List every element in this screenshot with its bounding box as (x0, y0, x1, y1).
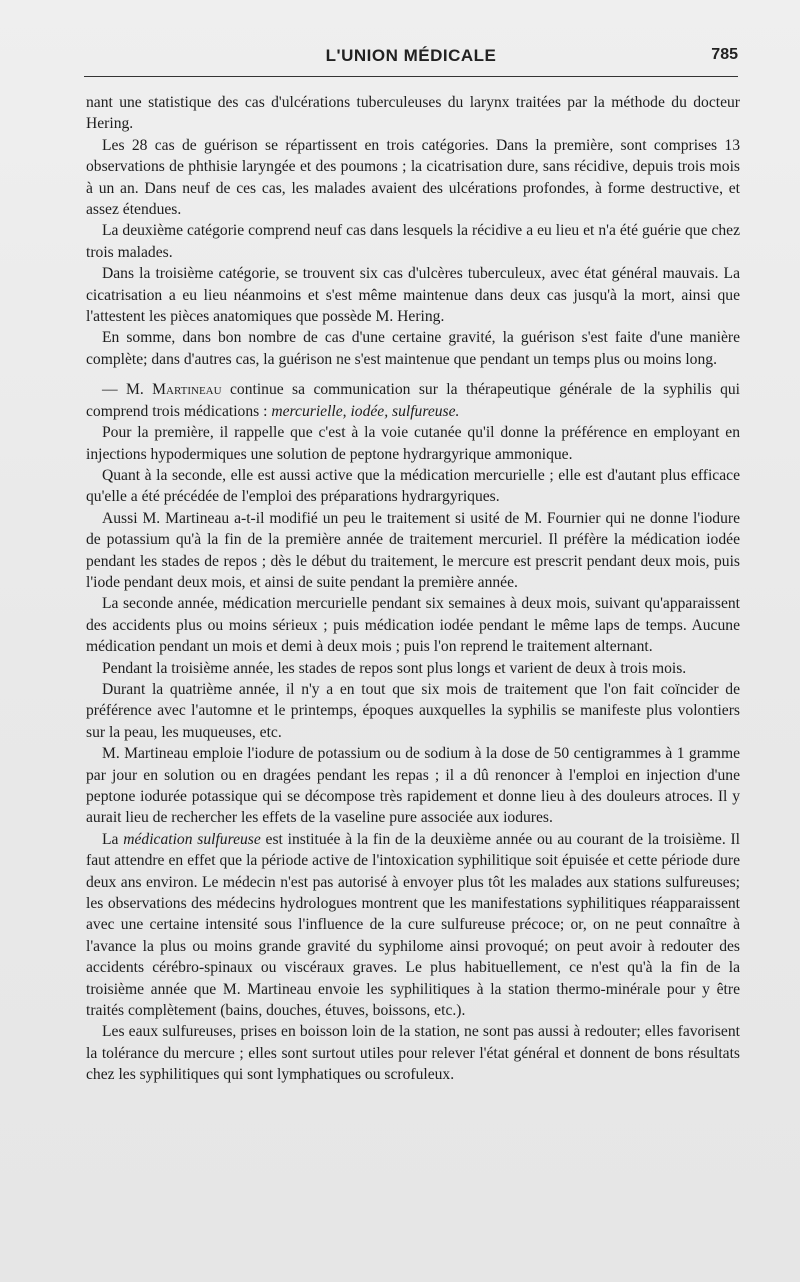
paragraph: Durant la quatrième année, il n'y a en tout que six mois de traitement que l'on fait coïncider de préférence avec l'automne et le printemps, époques auxquelles la syphilis se manifeste plus volontiers sur la peau, les muqueuses, etc. (86, 680, 740, 741)
paragraph: En somme, dans bon nombre de cas d'une certaine gravité, la guérison s'est faite d'une manière complète; dans d'autres cas, la guérison ne s'est maintenue que pendant un temps plus ou moins long. (86, 329, 740, 368)
paragraph: La seconde année, médication mercurielle pendant six semaines à deux mois, suivant qu'apparaissent des accidents plus ou moins sérieux ; puis médication iodée pendant le même laps de temps. Aucune médication pendant un mois et demi à deux mois ; puis l'on reprend le traitement alternant. (86, 595, 740, 656)
paragraph: La deuxième catégorie comprend neuf cas dans lesquels la récidive a eu lieu et n'a été guérie que chez trois malades. (86, 222, 740, 261)
sulfureuse-paragraph (86, 829, 740, 1022)
article-body (86, 92, 740, 1086)
martineau-paragraph (86, 379, 740, 422)
header-rule (84, 76, 738, 77)
paragraph: Pendant la troisième année, les stades de repos sont plus longs et varient de deux à trois mois. (102, 659, 687, 677)
paragraph: Dans la troisième catégorie, se trouvent six cas d'ulcères tuberculeux, avec état général mauvais. La cicatrisation a eu lieu néanmoins et s'est même maintenue dans deux cas jusqu'à la mort, ainsi que l'attestent les pièces anatomiques que possède M. Hering. (86, 265, 740, 326)
martineau-text: continue sa communication sur la thérapeutique générale de la syphilis qui comprend trois médications : (86, 381, 740, 420)
paragraph: Les 28 cas de guérison se répartissent en trois catégories. Dans la première, sont comprises 13 observations de phthisie laryngée et des poumons ; la cicatrisation dure, sans récidive, depuis trois mois à un an. Dans neuf de ces cas, les malades avaient des ulcérations profondes, à forme destructive, et assez étendues. (86, 136, 740, 219)
sulfureuse-lead: La (102, 830, 124, 848)
dash-lead: — M. (102, 381, 153, 399)
page-number: 785 (711, 46, 738, 63)
paragraph: nant une statistique des cas d'ulcérations tuberculeuses du larynx traitées par la méthode du docteur Hering. (86, 94, 740, 133)
running-title: L'UNION MÉDICALE (325, 46, 497, 65)
paragraph: Pour la première, il rappelle que c'est à la voie cutanée qu'il donne la préférence en employant en injections hypodermiques une solution de peptone hydrargyrique ammonique. (86, 424, 740, 463)
paragraph: M. Martineau emploie l'iodure de potassium ou de sodium à la dose de 50 centigrammes à 1 gramme par jour en solution ou en dragées pendant les repas ; il a dû renoncer à l'emploi en injection d'une peptone iodurée potassique qui se décompose très rapidement et donne lieu à des douleurs atroces. Il y aurait lieu de rechercher les effets de la vaseline pure associée aux iodures. (86, 745, 740, 827)
paragraph: Les eaux sulfureuses, prises en boisson loin de la station, ne sont pas aussi à redouter; elles favorisent la tolérance du mercure ; elles sont surtout utiles pour relever l'état général et donnent de bons résultats chez les syphilitiques qui sont lymphatiques ou scrofuleux. (86, 1023, 740, 1084)
paragraph: Aussi M. Martineau a-t-il modifié un peu le traitement si usité de M. Fournier qui ne donne l'iodure de potassium qu'à la fin de la première année de traitement mercuriel. Il préfère la médication iodée pendant les stades de repos ; dès le début du traitement, le mercure est prescrit pendant deux mois, puis l'iode pendant deux mois, et ainsi de suite pendant la première année. (86, 509, 740, 591)
paragraph: Quant à la seconde, elle est aussi active que la médication mercurielle ; elle est d'autant plus efficace qu'elle a été précédée de l'emploi des préparations hydrargyriques. (86, 466, 740, 506)
sulfureuse-term: médication sulfureuse (123, 830, 261, 848)
page-header (84, 46, 738, 72)
sulfureuse-text: est instituée à la fin de la deuxième année ou au courant de la troisième. Il faut attendre en effet que la période active de l'intoxication syphilitique soit épuisée et cette période dure deux ans environ. Le médecin n'est pas autorisé à envoyer plus tôt les malades aux stations sulfureuses; les observations des médecins hydrologues montrent que les manifestations syphilitiques réapparaissent avec une certaine intensité sous l'influence de la cure sulfureuse précoce; or, on ne peut connaître à l'avance la plus ou moins grande gravité du syphilome ainsi provoqué; on peut avoir à redouter des accidents cérébro-spinaux ou viscéraux graves. Le plus habituellement, ce n'est qu'à la fin de la troisième année que M. Martineau envoie les syphilitiques à la station thermo-minérale pour y être traités complètement (bains, douches, étuves, boissons, etc.). (86, 830, 741, 1020)
medications-list: mercurielle, iodée, sulfureuse. (271, 402, 460, 420)
speaker-name: Martineau (152, 381, 222, 399)
